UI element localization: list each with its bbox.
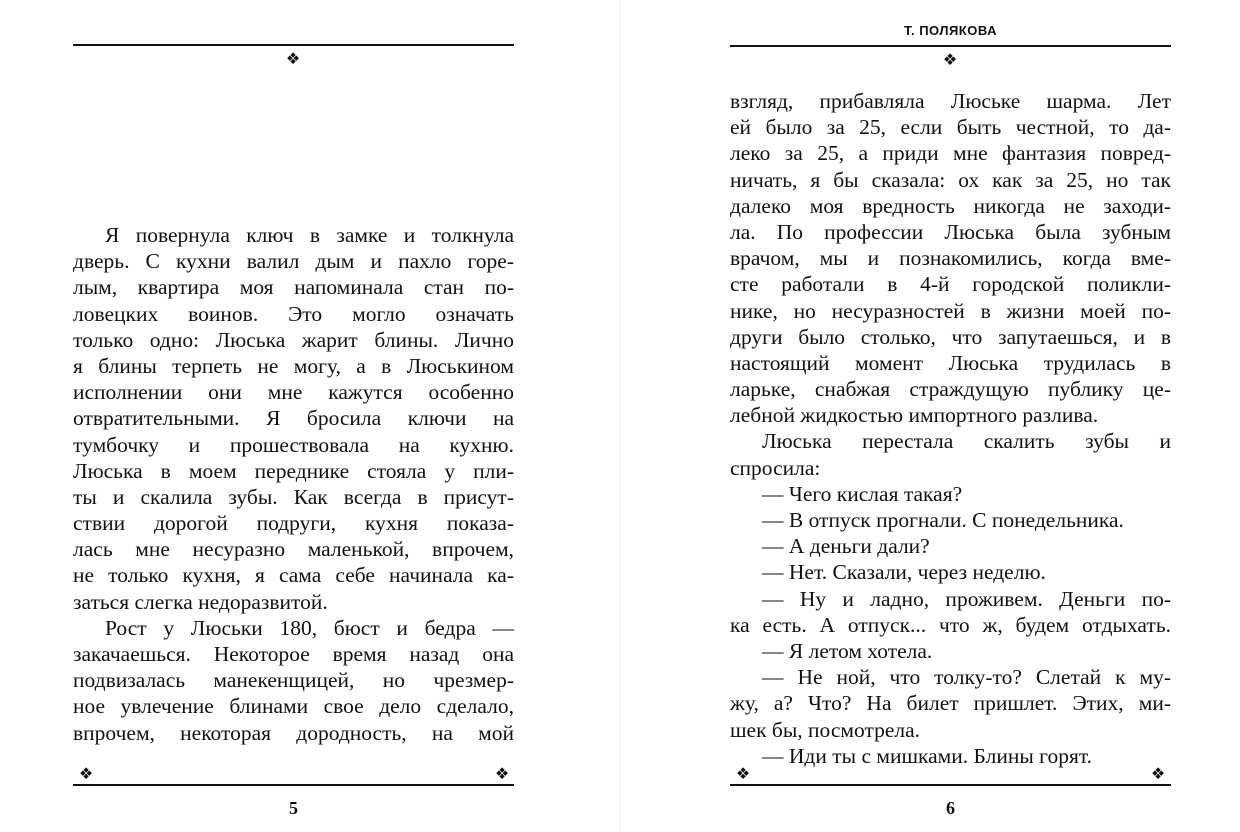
dialogue-line: — Нет. Сказали, через неделю. (762, 560, 1046, 585)
text-line: лебной жидкостью импортного разлива. (730, 403, 1099, 428)
text-line: други было столько, что запутаешься, и в (730, 324, 1171, 349)
bottom-right-ornament-icon: ❖ (1150, 764, 1166, 783)
text-line: не только кухня, я сама себе начинала ка- (73, 563, 514, 588)
text-line: далеко моя вредность никогда не заходи- (730, 193, 1171, 218)
dialogue-line: — Я летом хотела. (762, 638, 933, 663)
dialogue-line: — А деньги дали? (762, 534, 930, 559)
text-line: врачом, мы и познакомились, когда вме- (730, 246, 1171, 271)
body-text (73, 222, 514, 746)
dialogue-line: — В отпуск прогнали. С понедельника. (762, 508, 1124, 532)
text-line: ное увлечение блинами свое дело сделало, (73, 694, 514, 719)
text-line: исполнении они мне кажутся особенно (73, 380, 514, 405)
top-ornament-icon: ❖ (942, 50, 958, 69)
text-line: ты и скалила зубы. Как всегда в присут- (73, 484, 514, 509)
text-line: ка есть. А отпуск... что ж, будем отдыхать. (730, 612, 1171, 637)
text-line: впрочем, некоторая дородность, на мой (73, 720, 514, 745)
text-line: ларьке, снабжая страждущую публику це- (730, 377, 1171, 402)
text-line: отвратительными. Я бросила ключи на (73, 406, 514, 431)
top-ornament-icon: ❖ (285, 49, 301, 68)
text-line: спросила: (730, 455, 821, 480)
text-line: заться слегка недоразвитой. (73, 589, 328, 614)
text-line: только одно: Люська жарит блины. Лично (73, 327, 514, 352)
text-line: закачаешься. Некоторое время назад она (73, 642, 514, 666)
right-page (620, 0, 1240, 832)
bottom-left-ornament-icon: ❖ (735, 764, 751, 783)
text-line: жу, а? Что? На билет пришлет. Этих, ми- (730, 691, 1171, 716)
text-line: сте работали в 4-й городской поликли- (730, 272, 1171, 297)
top-rule (730, 45, 1171, 47)
dialogue-line: — Чего кислая такая? (762, 481, 963, 506)
text-line: Рост у Люськи 180, бюст и бедра — (105, 615, 514, 640)
text-line: ствии дорогой подруги, кухня показа- (73, 511, 514, 536)
text-line: лась мне несуразно маленькой, впрочем, (73, 537, 514, 562)
text-line: настоящий момент Люська трудилась в (730, 350, 1171, 375)
text-line: Люська в моем переднике стояла у пли- (73, 458, 514, 483)
text-line: лым, квартира моя напоминала стан по- (73, 275, 514, 300)
page-number: 5 (289, 798, 298, 818)
text-line: я блины терпеть не могу, а в Люськином (73, 353, 514, 378)
dialogue-line: — Ну и ладно, проживем. Деньги по- (762, 586, 1171, 611)
text-line: тумбочку и прошествовала на кухню. (73, 432, 514, 457)
page-number: 6 (946, 798, 955, 818)
dialogue-line: — Не ной, что толку-то? Слетай к му- (762, 665, 1171, 690)
text-line: взгляд, прибавляла Люське шарма. Лет (730, 89, 1171, 113)
top-rule (73, 44, 514, 46)
bottom-left-ornament-icon: ❖ (78, 764, 94, 783)
bottom-rule (730, 784, 1171, 786)
text-line: ла. По профессии Люська была зубным (730, 219, 1171, 244)
text-line: подвизалась манекенщицей, но чрезмер- (73, 668, 514, 693)
text-line: ничать, я бы сказала: ох как за 25, но так (730, 167, 1171, 192)
bottom-rule (73, 784, 514, 786)
text-line: нике, но несуразностей в жизни моей по- (730, 298, 1171, 323)
text-line: дверь. С кухни валил дым и пахло горе- (73, 249, 514, 274)
bottom-right-ornament-icon: ❖ (494, 764, 510, 783)
text-line: Люська перестала скалить зубы и (762, 429, 1171, 454)
dialogue-line: — Иди ты с мишками. Блины горят. (762, 743, 1092, 768)
text-line: ей было за 25, если быть честной, то да- (730, 115, 1171, 140)
body-text (730, 88, 1171, 769)
text-line: ловецких воинов. Это могло означать (73, 301, 514, 326)
running-head: Т. ПОЛЯКОВА (904, 23, 997, 38)
text-line: шек бы, посмотрела. (730, 717, 921, 742)
text-line: леко за 25, а приди мне фантазия повред- (730, 141, 1171, 166)
text-line: Я повернула ключ в замке и толкнула (105, 223, 514, 247)
